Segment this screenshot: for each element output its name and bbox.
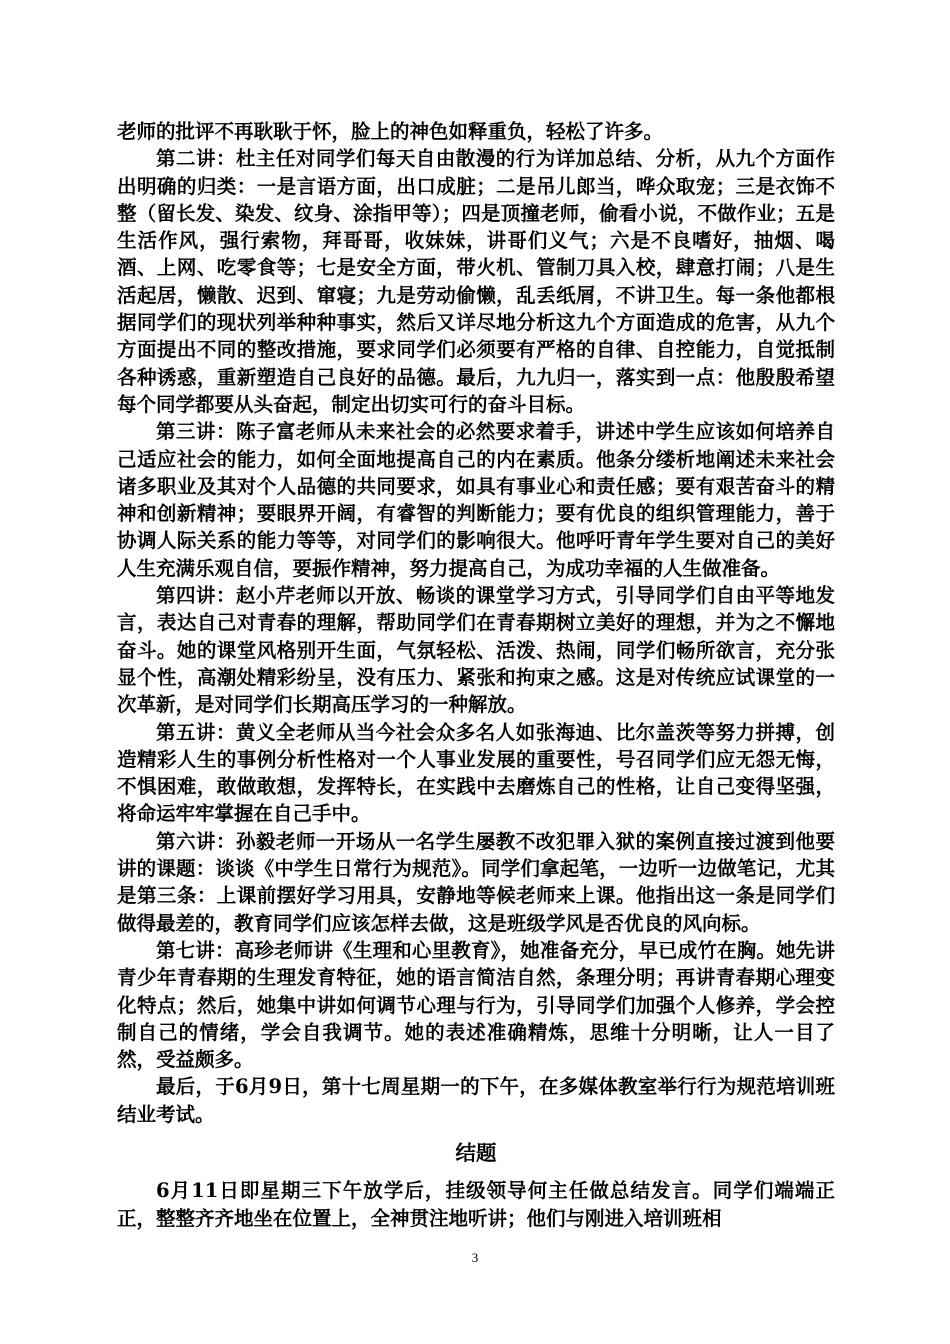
paragraph-lecture-2: 第二讲：杜主任对同学们每天自由散漫的行为详加总结、分析，从九个方面作出明确的归类：一是言语方面，出口成脏；二是吊儿郎当，哗众取宠；三是衣饰不整（留长发、染发、纹身、涂指甲等）；四是顶撞老师，偷看小说，不做作业；五是生活作风，强行索物，拜哥哥，收妹妹，讲哥们义气；六是不良嗜好，抽烟、喝酒、上网、吃零食等；七是安全方面，带火机、管制刀具入校，肆意打闹；八是生活起居，懒散、迟到、窜寝；九是劳动偷懒，乱丢纸屑，不讲卫生。每一条他都根据同学们的现状列举种种事实，然后又详尽地分析这九个方面造成的危害，从九个方面提出不同的整改措施，要求同学们必须要有严格的自律、自控能力，自觉抵制各种诱惑，重新塑造自己良好的品德。最后，九九归一，落实到一点：他殷殷希望每个同学都要从头奋起，制定出切实可行的奋斗目标。 <box>117 147 835 416</box>
paragraph-conclusion: 6月11日即星期三下午放学后，挂级领导何主任做总结发言。同学们端端正正，整整齐齐地坐在位置上，全神贯注地听讲；他们与刚进入培训班相 <box>117 1179 835 1230</box>
paragraph-lecture-4: 第四讲：赵小芹老师以开放、畅谈的课堂学习方式，引导同学们自由平等地发言，表达自己对青春的理解，帮助同学们在青春期树立美好的理想，并为之不懈地奋斗。她的课堂风格别开生面，气氛轻松、活泼、热闹，同学们畅所欲言，充分张显个性，高潮处精彩纷呈，没有压力、紧张和拘束之感。这是对传统应试课堂的一次革新，是对同学们长期高压学习的一种解放。 <box>117 584 835 717</box>
body-text <box>117 118 835 1232</box>
paragraph-lecture-7: 第七讲：高珍老师讲《生理和心里教育》，她准备充分，早已成竹在胸。她先讲青少年青春期的生理发育特征，她的语言简洁自然，条理分明；再讲青春期心理变化特点；然后，她集中讲如何调节心理与行为，引导同学们加强个人修养，学会控制自己的情绪，学会自我调节。她的表述准确精炼，思维十分明晰，让人一目了然，受益颇多。 <box>117 938 835 1072</box>
paragraph-lecture-3: 第三讲：陈子富老师从未来社会的必然要求着手，讲述中学生应该如何培养自己适应社会的能力，如何全面地提高自己的内在素质。他条分缕析地阐述未来社会诸多职业及其对个人品德的共同要求，如具有事业心和责任感；要有艰苦奋斗的精神和创新精神；要眼界开阔，有睿智的判断能力；要有优良的组织管理能力，善于协调人际关系的能力等等，对同学们的影响很大。他呼吁青年学生要对自己的美好人生充满乐观自信，要振作精神，努力提高自己，为成功幸福的人生做准备。 <box>117 420 835 580</box>
paragraph-lecture-6: 第六讲：孙毅老师一开场从一名学生屡教不改犯罪入狱的案例直接过渡到他要讲的课题：谈谈《中学生日常行为规范》。同学们拿起笔，一边听一边做笔记，尤其是第三条：上课前摆好学习用具，安静地等候老师来上课。他指出这一条是同学们做得最差的，教育同学们应该怎样去做，这是班级学风是否优良的风向标。 <box>117 829 835 935</box>
paragraph-continuation: 老师的批评不再耿耿于怀，脸上的神色如释重负，轻松了许多。 <box>117 120 664 143</box>
paragraph-final-exam: 最后，于6月9日，第十七周星期一的下午，在多媒体教室举行行为规范培训班结业考试。 <box>117 1075 835 1126</box>
paragraph-lecture-5: 第五讲：黄义全老师从当今社会众多名人如张海迪、比尔盖茨等努力拼搏，创造精彩人生的事例分析性格对一个人事业发展的重要性，号召同学们应无怨无悔，不惧困难，敢做敢想，发挥特长，在实践中去磨炼自己的性格，让自己变得坚强，将命运牢牢掌握在自己手中。 <box>117 720 835 826</box>
section-heading: 结题 <box>455 1140 497 1165</box>
page-number: 3 <box>471 1250 479 1265</box>
